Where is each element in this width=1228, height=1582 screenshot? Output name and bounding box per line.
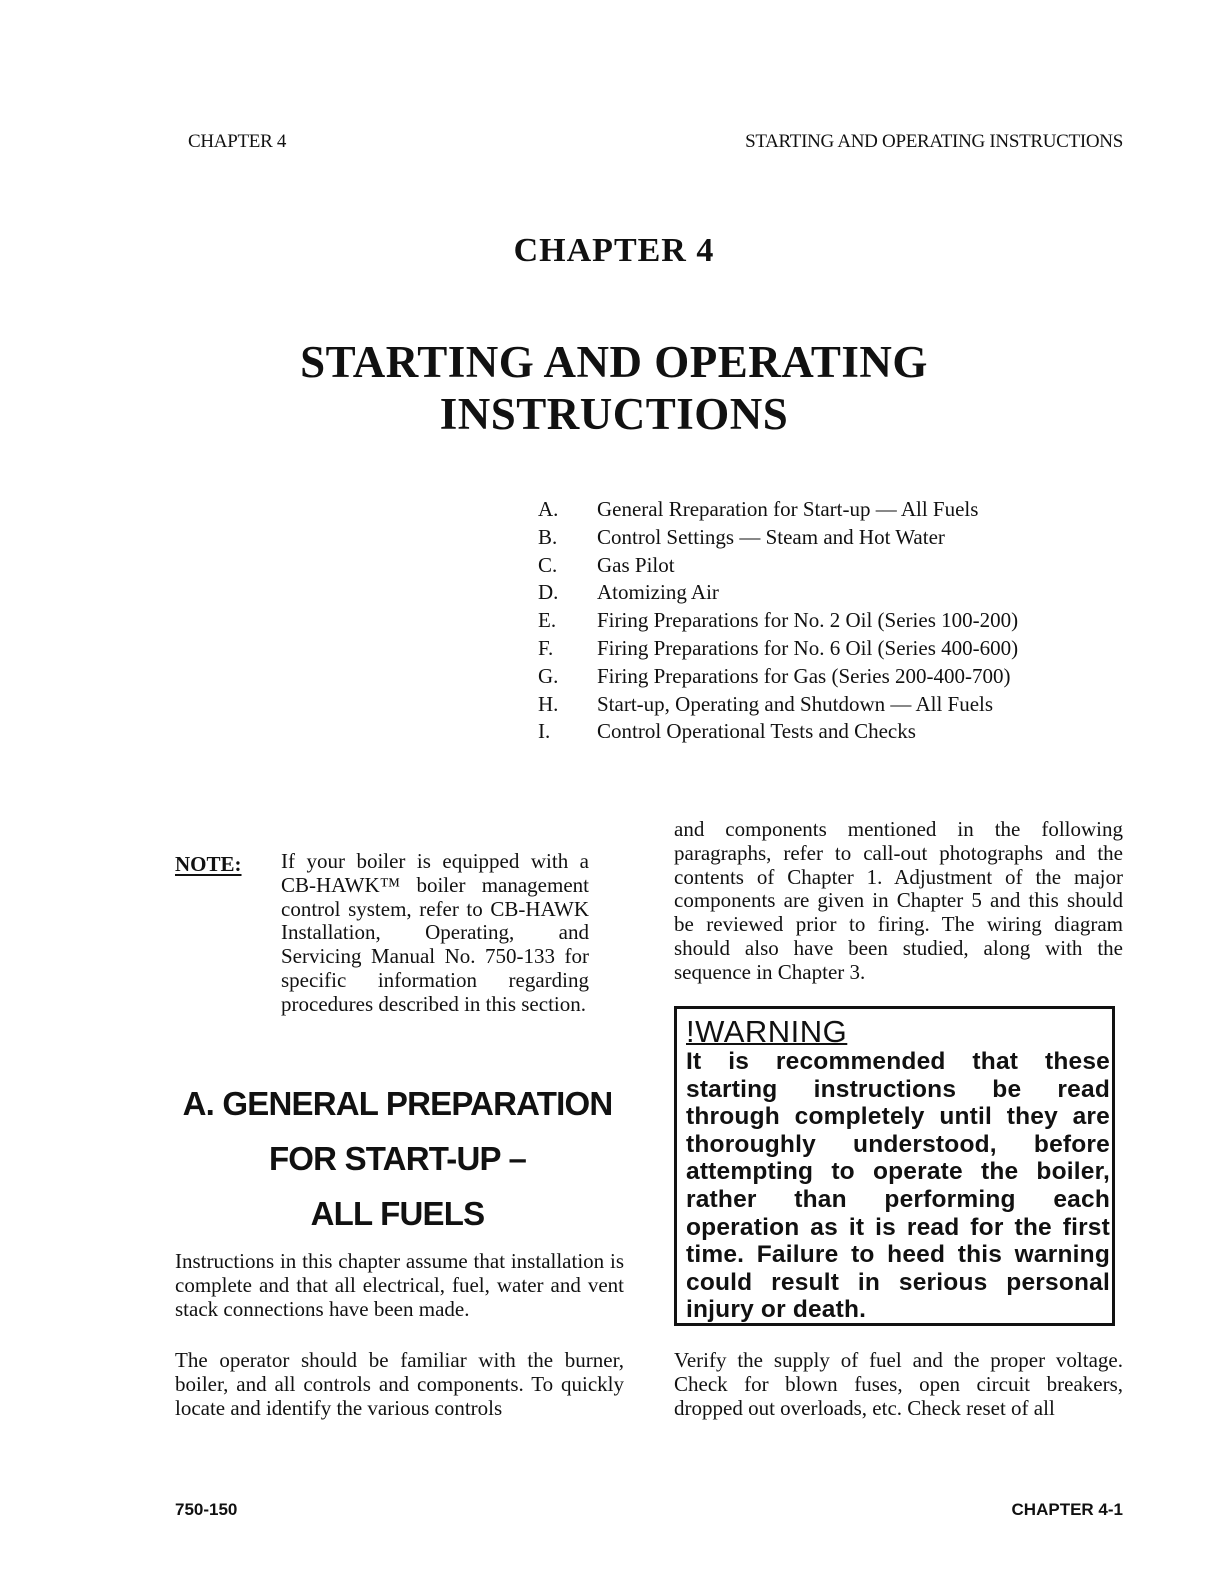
toc-text: Atomizing Air [597,580,719,605]
main-title [0,336,1228,440]
toc-text: Firing Preparations for Gas (Series 200-400-700) [597,663,1011,688]
toc-item [538,496,1098,524]
note-block [175,850,595,1017]
toc-item [538,579,1098,607]
main-title-line-1: STARTING AND OPERATING [300,337,928,387]
toc-item [538,524,1098,552]
toc-text: Start-up, Operating and Shutdown — All Fuels [597,691,994,716]
paragraph-components: and components mentioned in the following paragraphs, refer to call-out photographs and the contents of Chapter 1. Adjustment of the major components are given in Chapter 5 and this should be reviewed prior to firing. The wiring diagram should also have been studied, along with the sequence in Chapter 3. [674,817,1123,984]
toc-text: Control Operational Tests and Checks [597,719,916,744]
section-heading [170,1076,625,1241]
toc-letter: G. [538,663,559,688]
paragraph-installation: Instructions in this chapter assume that installation is complete and that all electrical, fuel, water and vent stack connections have been made. [175,1249,624,1321]
toc-letter: I. [538,719,551,744]
main-title-line-2: INSTRUCTIONS [439,389,789,439]
section-heading-line-2: FOR START-UP – [268,1140,527,1177]
table-of-contents [538,496,1098,746]
toc-text: Gas Pilot [597,552,675,577]
toc-item [538,718,1098,746]
toc-text: Firing Preparations for No. 6 Oil (Series 400-600) [597,635,1019,660]
toc-letter: F. [538,635,554,660]
toc-letter: B. [538,524,558,549]
chapter-title: CHAPTER 4 [513,232,715,269]
paragraph-operator: The operator should be familiar with the burner, boiler, and all controls and components. To quickly locate and identify the various controls [175,1348,624,1420]
toc-text: Firing Preparations for No. 2 Oil (Series 100-200) [597,608,1019,633]
warning-box [674,1006,1115,1326]
toc-item [538,635,1098,663]
toc-letter: E. [538,608,557,633]
toc-text: Control Settings — Steam and Hot Water [597,524,945,549]
toc-letter: C. [538,552,558,577]
toc-item [538,552,1098,580]
warning-title: !WARNING [686,1014,848,1049]
toc-letter: D. [538,580,559,605]
toc-item [538,691,1098,719]
footer-page-number: CHAPTER 4-1 [1011,1500,1123,1519]
toc-letter: A. [538,497,559,521]
warning-text: It is recommended that these starting instructions be read through completely until they are thoroughly understood, before attempting to operate the boiler, rather than performing each operation as it is read for the first time. Failure to heed this warning could result in serious personal injury or death. [686,1048,1110,1324]
running-header-left: CHAPTER 4 [188,131,287,152]
toc-item [538,607,1098,635]
footer-document-number: 750-150 [175,1500,238,1519]
section-heading-line-1: A. GENERAL PREPARATION [182,1085,613,1122]
toc-letter: H. [538,691,559,716]
note-label: NOTE: [175,852,242,876]
toc-text: General Rreparation for Start-up — All Fuels [597,497,979,521]
note-text: If your boiler is equipped with a CB-HAWK™ boiler management control system, refer to CB-HAWK Installation, Operating, and Servicing Manual No. 750-133 for specific information regarding procedures described in this section. [281,849,589,1016]
paragraph-verify-supply: Verify the supply of fuel and the proper voltage. Check for blown fuses, open circuit breakers, dropped out overloads, etc. Check reset of all [674,1348,1123,1420]
running-header-right: STARTING AND OPERATING INSTRUCTIONS [745,131,1123,152]
section-heading-line-3: ALL FUELS [310,1195,485,1232]
toc-item [538,663,1098,691]
